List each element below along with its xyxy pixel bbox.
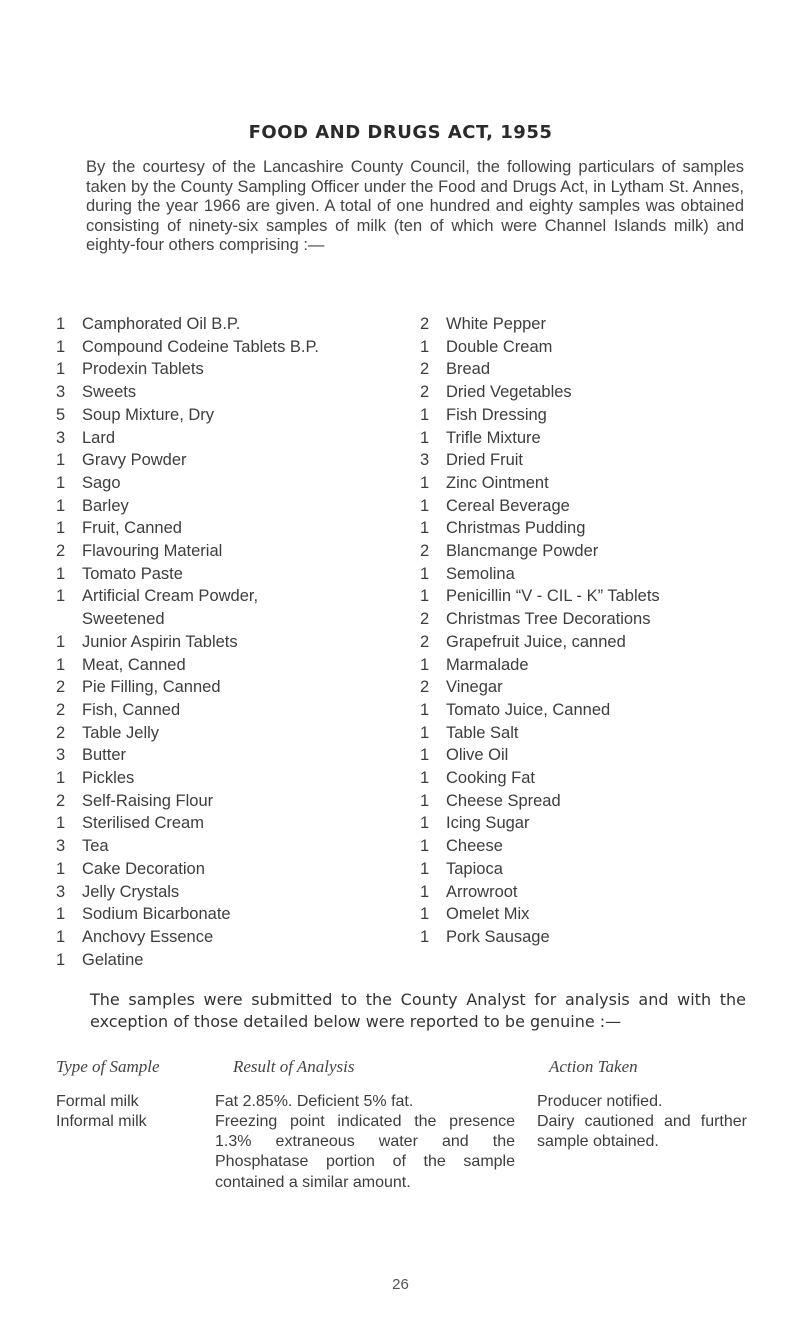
sample-name: Meat, Canned	[82, 655, 186, 674]
sample-count: 1	[420, 473, 430, 492]
sample-name: Cake Decoration	[82, 859, 205, 878]
sample-name: Barley	[82, 496, 129, 515]
sample-count	[56, 608, 82, 631]
sample-item	[420, 336, 790, 359]
sample-count: 2	[420, 678, 430, 697]
sample-item	[420, 427, 790, 450]
sample-name: Sterilised Cream	[82, 814, 204, 833]
sample-name: Sago	[82, 473, 121, 492]
sample-count: 1	[420, 769, 430, 788]
sample-name: Cereal Beverage	[446, 496, 570, 515]
sample-count: 2	[56, 700, 66, 719]
sample-name: Zinc Ointment	[446, 473, 549, 492]
sample-count: 2	[420, 632, 430, 651]
sample-name: Junior Aspirin Tablets	[82, 632, 238, 651]
sample-count: 1	[56, 451, 66, 470]
sample-item	[420, 744, 790, 767]
sample-count: 1	[56, 950, 66, 969]
sample-name: Sweets	[82, 383, 137, 402]
sample-count: 1	[420, 428, 430, 447]
sample-item	[56, 949, 386, 972]
sample-count: 1	[56, 632, 66, 651]
sample-count: 1	[420, 905, 430, 924]
sample-item	[56, 676, 386, 699]
sample-item	[420, 631, 790, 654]
sample-item	[56, 585, 386, 608]
sample-count: 1	[56, 360, 66, 379]
sample-item	[420, 495, 790, 518]
sample-name: Jelly Crystals	[82, 882, 180, 901]
sample-count: 1	[420, 837, 430, 856]
row-1-type: Formal milk	[56, 1093, 139, 1110]
sample-count: 2	[420, 610, 430, 629]
sample-item	[56, 472, 386, 495]
sample-name: Flavouring Material	[82, 542, 223, 561]
sample-name: Tomato Juice, Canned	[446, 700, 611, 719]
sample-name: Dried Fruit	[446, 451, 524, 470]
sample-count: 2	[420, 315, 430, 333]
sample-item	[420, 858, 790, 881]
sample-name: Tapioca	[446, 859, 503, 878]
sample-item	[420, 881, 790, 904]
sample-count: 3	[56, 746, 66, 765]
sample-item	[420, 585, 790, 608]
sample-item	[420, 835, 790, 858]
sample-name: Sweetened	[82, 610, 165, 629]
sample-item	[420, 472, 790, 495]
sample-count: 1	[420, 587, 430, 606]
sample-name: Butter	[82, 746, 127, 765]
sample-item	[56, 631, 386, 654]
sample-item	[420, 313, 790, 336]
sample-item	[56, 858, 386, 881]
sample-item	[420, 926, 790, 949]
sample-item	[56, 903, 386, 926]
sample-item	[56, 313, 386, 336]
sample-item	[56, 427, 386, 450]
sample-name: Trifle Mixture	[446, 428, 541, 447]
sample-item	[56, 495, 386, 518]
sample-name: Gelatine	[82, 950, 144, 969]
sample-item	[56, 404, 386, 427]
sample-count: 1	[420, 814, 430, 833]
sample-count: 2	[56, 542, 66, 561]
samples-list-left	[56, 313, 386, 971]
sample-count: 1	[56, 769, 66, 788]
sample-count: 1	[420, 564, 430, 583]
sample-count: 1	[56, 473, 66, 492]
sample-name: Semolina	[446, 564, 515, 583]
sample-count: 2	[420, 383, 430, 402]
sample-name: Penicillin “V - CIL - K” Tablets	[446, 587, 660, 606]
sample-name: Gravy Powder	[82, 451, 187, 470]
sample-item	[56, 517, 386, 540]
sample-count: 1	[420, 496, 430, 515]
sample-name: Self-Raising Flour	[82, 791, 214, 810]
sample-item	[420, 404, 790, 427]
sample-name: Anchovy Essence	[82, 927, 214, 946]
sample-count: 1	[420, 859, 430, 878]
sample-item	[420, 722, 790, 745]
header-result-of-analysis: Result of Analysis	[233, 1057, 355, 1076]
sample-item	[420, 608, 790, 631]
sample-item	[56, 381, 386, 404]
sample-item	[56, 449, 386, 472]
sample-count: 3	[56, 882, 66, 901]
sample-item	[420, 903, 790, 926]
sample-name: Compound Codeine Tablets B.P.	[82, 337, 319, 356]
sample-name: Cheese	[446, 837, 503, 856]
sample-item	[56, 767, 386, 790]
sample-name: Blancmange Powder	[446, 542, 599, 561]
summary-paragraph	[56, 989, 746, 1033]
sample-name: Vinegar	[446, 678, 503, 697]
sample-item	[56, 812, 386, 835]
sample-count: 1	[420, 791, 430, 810]
sample-item	[56, 926, 386, 949]
sample-name: White Pepper	[446, 315, 546, 333]
sample-name: Lard	[82, 428, 116, 447]
sample-count: 1	[56, 315, 66, 333]
sample-item	[56, 881, 386, 904]
sample-item	[56, 790, 386, 813]
sample-item	[56, 358, 386, 381]
sample-name: Icing Sugar	[446, 814, 530, 833]
sample-count: 1	[56, 814, 66, 833]
sample-count: 1	[420, 337, 430, 356]
header-action-taken: Action Taken	[549, 1057, 638, 1076]
sample-item	[56, 540, 386, 563]
sample-name: Bread	[446, 360, 491, 379]
sample-name: Double Cream	[446, 337, 553, 356]
sample-item	[56, 336, 386, 359]
sample-count: 3	[56, 428, 66, 447]
sample-item	[56, 744, 386, 767]
sample-name: Christmas Tree Decorations	[446, 610, 651, 629]
intro-paragraph	[56, 158, 744, 256]
header-type-of-sample: Type of Sample	[56, 1057, 160, 1076]
sample-item	[56, 722, 386, 745]
sample-count: 2	[56, 678, 66, 697]
sample-name: Fish Dressing	[446, 405, 547, 424]
row-1-action: Producer notified.	[537, 1093, 663, 1110]
sample-count: 1	[56, 519, 66, 538]
sample-count: 3	[56, 383, 66, 402]
sample-count: 5	[56, 405, 66, 424]
sample-item	[56, 835, 386, 858]
sample-item	[420, 654, 790, 677]
sample-count: 1	[56, 337, 66, 356]
sample-count: 1	[56, 905, 66, 924]
sample-count: 1	[420, 723, 430, 742]
sample-name: Dried Vegetables	[446, 383, 572, 402]
sample-count: 1	[56, 655, 66, 674]
row-1-result: Fat 2.85%. Deficient 5% fat.	[215, 1093, 414, 1110]
sample-count: 1	[420, 746, 430, 765]
page-title: FOOD AND DRUGS ACT, 1955	[248, 122, 553, 143]
sample-count: 2	[420, 542, 430, 561]
sample-item	[420, 358, 790, 381]
sample-item	[420, 540, 790, 563]
sample-name: Omelet Mix	[446, 905, 530, 924]
sample-item	[420, 517, 790, 540]
sample-item	[56, 699, 386, 722]
sample-name: Fish, Canned	[82, 700, 181, 719]
sample-name: Tea	[82, 837, 109, 856]
row-2-type: Informal milk	[56, 1113, 147, 1130]
sample-name: Table Jelly	[82, 723, 160, 742]
sample-name: Pickles	[82, 769, 135, 788]
sample-count: 1	[420, 655, 430, 674]
sample-item	[420, 449, 790, 472]
sample-item	[56, 563, 386, 586]
sample-name: Pie Filling, Canned	[82, 678, 221, 697]
sample-name: Tomato Paste	[82, 564, 183, 583]
sample-count: 2	[420, 360, 430, 379]
sample-name: Marmalade	[446, 655, 529, 674]
sample-name: Sodium Bicarbonate	[82, 905, 231, 924]
sample-count: 2	[56, 723, 66, 742]
intro-text: By the courtesy of the Lancashire County Council, the following particulars of samples taken by the County Sampling Officer under the Food and Drugs Act, in Lytham St. Annes, during the year 1966 are given. A total of one hundred and eighty samples was obtained consisting of ninety-six samples of milk (ten of which were Channel Islands milk) and eighty-four others comprising :—	[86, 158, 744, 255]
sample-item	[420, 790, 790, 813]
sample-item	[420, 563, 790, 586]
sample-item	[56, 608, 386, 631]
sample-name: Olive Oil	[446, 746, 509, 765]
sample-count: 1	[56, 587, 66, 606]
row-2-action: Dairy cautioned and further sample obtained.	[537, 1113, 747, 1151]
sample-name: Pork Sausage	[446, 927, 550, 946]
sample-name: Arrowroot	[446, 882, 518, 901]
sample-item	[420, 676, 790, 699]
sample-name: Table Salt	[446, 723, 519, 742]
sample-name: Prodexin Tablets	[82, 360, 204, 379]
sample-name: Fruit, Canned	[82, 519, 182, 538]
sample-item	[56, 654, 386, 677]
sample-count: 3	[56, 837, 66, 856]
sample-count: 1	[56, 564, 66, 583]
sample-count: 1	[420, 700, 430, 719]
sample-count: 3	[420, 451, 430, 470]
sample-name: Grapefruit Juice, canned	[446, 632, 626, 651]
sample-name: Camphorated Oil B.P.	[82, 315, 241, 333]
sample-count: 2	[56, 791, 66, 810]
sample-item	[420, 767, 790, 790]
sample-count: 1	[420, 927, 430, 946]
summary-text: The samples were submitted to the County Analyst for analysis and with the exception of those detailed below were reported to be genuine :—	[90, 990, 746, 1031]
sample-count: 1	[420, 882, 430, 901]
sample-item	[420, 381, 790, 404]
row-2-result: Freezing point indicated the presence 1.3% extraneous water and the Phosphatase portion of the sample contained a similar amount.	[215, 1113, 515, 1191]
sample-count: 1	[56, 496, 66, 515]
page-number: 26	[392, 1276, 409, 1293]
sample-count: 1	[420, 405, 430, 424]
sample-count: 1	[56, 859, 66, 878]
sample-name: Christmas Pudding	[446, 519, 586, 538]
sample-item	[420, 699, 790, 722]
sample-name: Cheese Spread	[446, 791, 561, 810]
sample-count: 1	[420, 519, 430, 538]
sample-name: Cooking Fat	[446, 769, 535, 788]
sample-name: Soup Mixture, Dry	[82, 405, 215, 424]
samples-list-right	[420, 313, 790, 949]
sample-name: Artificial Cream Powder,	[82, 587, 259, 606]
sample-item	[420, 812, 790, 835]
sample-count: 1	[56, 927, 66, 946]
